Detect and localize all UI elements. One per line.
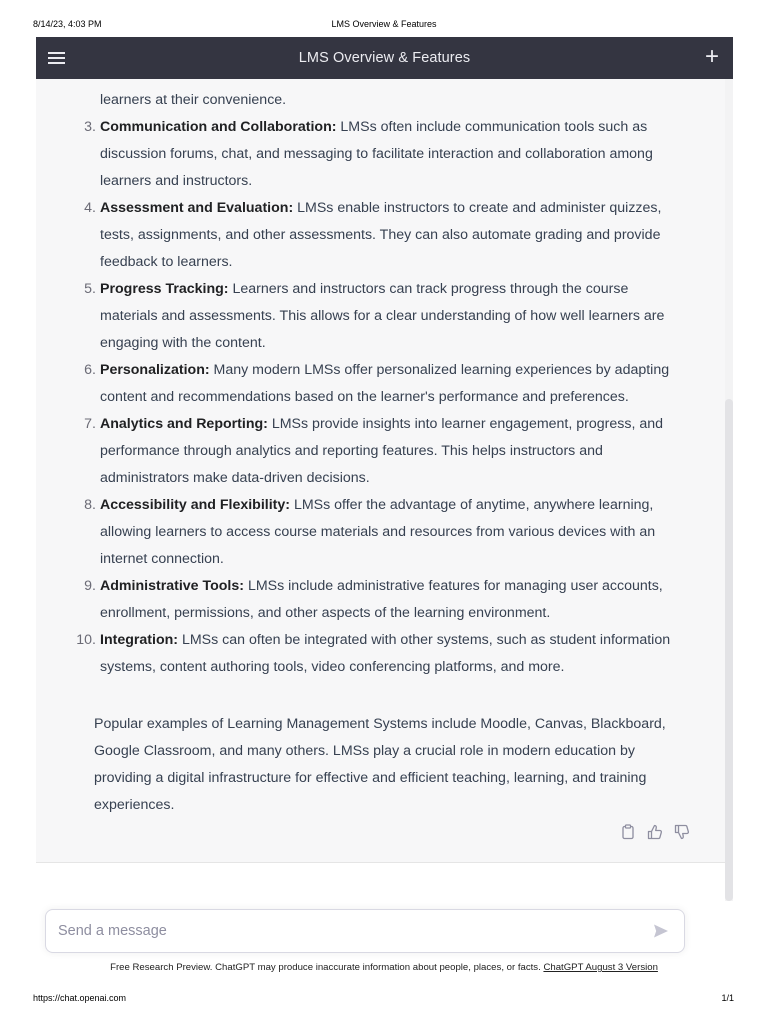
top-bar (36, 37, 733, 79)
list-number: 4. (84, 200, 96, 216)
list-item-text: LMSs provide insights into learner engagement, progress, and (267, 416, 664, 432)
list-line (100, 384, 629, 411)
list-item-text: LMSs often include communication tools such as (336, 119, 648, 135)
list-line (100, 573, 663, 600)
list-item-text: LMSs include administrative features for managing user accounts, (244, 578, 663, 594)
closing-paragraph-line: Popular examples of Learning Management Systems include Moodle, Canvas, Blackboard, (94, 716, 666, 732)
list-item-heading: Administrative Tools: (100, 578, 244, 594)
list-number: 3. (84, 119, 96, 135)
list-number: 7. (84, 416, 96, 432)
list-item-text: engaging with the content. (100, 335, 266, 351)
list-number: 10. (76, 632, 96, 648)
list-line (100, 114, 647, 141)
list-item-text: content and recommendations based on the learner's performance and preferences. (100, 389, 629, 405)
list-item-heading: Accessibility and Flexibility: (100, 497, 291, 513)
list-item-heading: Integration: (100, 632, 179, 648)
list-item-heading: Analytics and Reporting: (100, 416, 268, 432)
list-line (100, 492, 653, 519)
list-item-text: materials and assessments. This allows for a clear understanding of how well learners are (100, 308, 665, 324)
list-line (100, 546, 224, 573)
message-input[interactable] (56, 918, 640, 944)
print-footer-page: 1/1 (721, 993, 734, 1003)
print-title: LMS Overview & Features (331, 19, 437, 29)
list-line (100, 249, 233, 276)
list-line (100, 222, 660, 249)
list-item-heading: Assessment and Evaluation: (100, 200, 294, 216)
list-line (100, 627, 670, 654)
list-line (100, 519, 655, 546)
list-line (100, 654, 565, 681)
send-icon[interactable] (652, 922, 670, 940)
list-item-text: LMSs offer the advantage of anytime, anywhere learning, (290, 497, 654, 513)
list-item-text: internet connection. (100, 551, 224, 567)
list-item-text: enrollment, permissions, and other aspects of the learning environment. (100, 605, 551, 621)
list-line (100, 330, 266, 357)
list-item-heading: Communication and Collaboration: (100, 119, 337, 135)
list-line (100, 600, 550, 627)
list-line (100, 357, 669, 384)
disclaimer-text: Free Research Preview. ChatGPT may produce inaccurate information about people, places, or facts. (110, 962, 544, 973)
chat-area (36, 79, 733, 901)
list-item-text: tests, assignments, and other assessments. They can also automate grading and provide (100, 227, 661, 243)
list-number: 9. (84, 578, 96, 594)
closing-paragraph-line: experiences. (94, 797, 175, 813)
plus-icon[interactable]: + (704, 43, 719, 70)
list-item-text: feedback to learners. (100, 254, 233, 270)
list-item-text: allowing learners to access course materials and resources from various devices with an (100, 524, 656, 540)
list-line (100, 276, 628, 303)
list-item-text: systems, content authoring tools, video conferencing platforms, and more. (100, 659, 565, 675)
list-line (100, 438, 603, 465)
list-line (100, 465, 370, 492)
print-datetime: 8/14/23, 4:03 PM (33, 19, 102, 29)
list-item-text: learners and instructors. (100, 173, 253, 189)
list-line (100, 141, 653, 168)
list-item-text: LMSs can often be integrated with other systems, such as student information (178, 632, 671, 648)
list-number: 5. (84, 281, 96, 297)
list-item-text: Many modern LMSs offer personalized learning experiences by adapting (209, 362, 670, 378)
list-item-text: Learners and instructors can track progress through the course (228, 281, 629, 297)
list-item-text: learners at their convenience. (100, 92, 287, 108)
list-item-text: administrators make data-driven decisions. (100, 470, 370, 486)
list-line (100, 411, 663, 438)
disclaimer (0, 962, 768, 973)
scrollbar-thumb[interactable] (725, 399, 733, 901)
closing-paragraph-line: providing a digital infrastructure for effective and efficient teaching, learning, and training (94, 770, 647, 786)
message-composer (45, 909, 685, 953)
assistant-message (36, 79, 725, 863)
list-number: 8. (84, 497, 96, 513)
thumbs-up-icon[interactable] (646, 823, 664, 841)
version-link[interactable]: ChatGPT August 3 Version (543, 962, 658, 973)
list-line (100, 87, 286, 114)
list-item-heading: Progress Tracking: (100, 281, 229, 297)
print-header (0, 0, 768, 36)
conversation-title: LMS Overview & Features (298, 50, 471, 66)
list-line (100, 303, 664, 330)
print-footer-url: https://chat.openai.com (33, 993, 127, 1003)
list-number: 6. (84, 362, 96, 378)
thumbs-down-icon[interactable] (673, 823, 691, 841)
message-actions (619, 823, 699, 845)
list-line (100, 195, 661, 222)
closing-paragraph-line: Google Classroom, and many others. LMSs play a crucial role in modern education by (94, 743, 635, 759)
list-item-heading: Personalization: (100, 362, 210, 378)
clipboard-icon[interactable] (619, 823, 637, 841)
list-item-text: discussion forums, chat, and messaging to facilitate interaction and collaboration among (100, 146, 653, 162)
list-item-text: performance through analytics and reporting features. This helps instructors and (100, 443, 603, 459)
list-item-text: LMSs enable instructors to create and administer quizzes, (293, 200, 662, 216)
list-line (100, 168, 252, 195)
